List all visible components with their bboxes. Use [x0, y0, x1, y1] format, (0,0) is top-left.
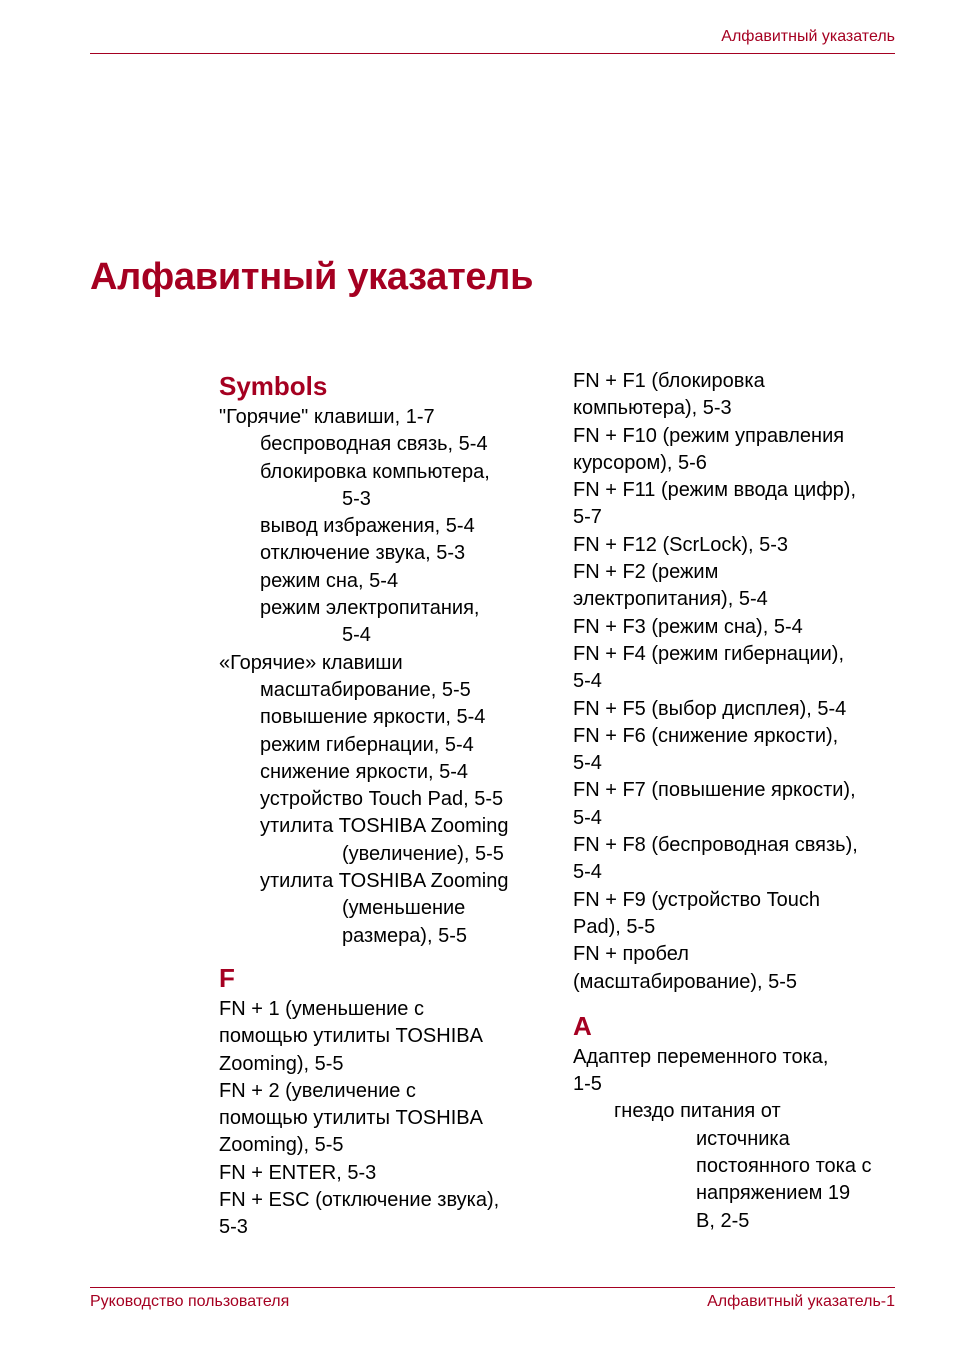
index-entry: «Горячие» клавиши: [219, 651, 403, 674]
index-entry: FN + F7 (повышение яркости),: [573, 779, 856, 802]
index-entry: "Горячие" клавиши, 1-7: [219, 406, 435, 428]
index-subentry: вывод избражения, 5-4: [260, 515, 475, 538]
index-subentry-continuation: постоянного тока с: [696, 1155, 872, 1178]
index-entry-continuation: 5-4: [573, 670, 602, 693]
index-subentry: утилита TOSHIBA Zooming: [260, 870, 509, 893]
index-entry: FN + F5 (выбор дисплея), 5-4: [573, 697, 847, 720]
index-section-f-continued: [573, 368, 903, 996]
section-heading-symbols: Symbols: [219, 371, 328, 401]
index-section-a: [573, 1008, 903, 1235]
index-subentry-continuation: напряжением 19: [696, 1182, 851, 1205]
index-section-symbols: [219, 368, 549, 950]
index-entry-continuation: Zooming), 5-5: [219, 1134, 344, 1157]
index-entry: FN + F12 (ScrLock), 5-3: [573, 533, 789, 556]
index-subentry-continuation: (увеличение), 5-5: [342, 842, 504, 865]
index-subentry: гнездо питания от: [614, 1100, 781, 1123]
index-entry: FN + F3 (режим сна), 5-4: [573, 615, 803, 638]
index-subentry: блокировка компьютера,: [260, 460, 490, 483]
index-entry: FN + ENTER, 5-3: [219, 1161, 377, 1184]
index-subentry: устройство Touch Pad, 5-5: [260, 788, 504, 811]
index-subentry-continuation: В, 2-5: [696, 1209, 750, 1232]
index-subentry: отключение звука, 5-3: [260, 542, 466, 565]
index-entry: FN + F8 (беспроводная связь),: [573, 834, 858, 857]
index-subentry: беспроводная связь, 5-4: [260, 433, 488, 456]
index-subentry: повышение яркости, 5-4: [260, 706, 486, 729]
index-entry: FN + F10 (режим управления: [573, 424, 845, 447]
index-entry-continuation: 5-3: [219, 1216, 248, 1239]
index-entry-continuation: помощью утилиты TOSHIBA: [219, 1025, 483, 1048]
index-entry: FN + 1 (уменьшение с: [219, 997, 424, 1020]
index-entry: Адаптер переменного тока,: [573, 1045, 829, 1068]
index-entry: FN + 2 (увеличение с: [219, 1079, 416, 1102]
index-section-f: [219, 960, 549, 1242]
index-entry-continuation: 5-7: [573, 506, 602, 529]
index-subentry: режим гибернации, 5-4: [260, 733, 474, 756]
index-column-left: [219, 368, 549, 1246]
index-entry: FN + F11 (режим ввода цифр),: [573, 479, 857, 502]
index-entry-continuation: электропитания), 5-4: [573, 588, 768, 611]
index-subentry-continuation: источника: [696, 1127, 790, 1150]
index-entry: FN + ESC (отключение звука),: [219, 1189, 500, 1212]
index-entry-continuation: (масштабирование), 5-5: [573, 970, 798, 993]
index-entry: FN + пробел: [573, 943, 689, 966]
index-subentry: масштабирование, 5-5: [260, 678, 471, 701]
header-rule: [90, 53, 895, 54]
footer-page-number: Алфавитный указатель-1: [707, 1293, 895, 1310]
index-entry-continuation: компьютера), 5-3: [573, 397, 732, 420]
page-title: Алфавитный указатель: [90, 256, 534, 298]
index-subentry: снижение яркости, 5-4: [260, 760, 469, 783]
section-heading-f: F: [219, 962, 235, 993]
index-entry: FN + F2 (режим: [573, 561, 719, 584]
index-subentry-continuation: (уменьшение: [342, 897, 466, 920]
index-entry: FN + F1 (блокировка: [573, 370, 765, 392]
running-header: Алфавитный указатель: [721, 28, 895, 45]
index-entry-continuation: помощью утилиты TOSHIBA: [219, 1107, 483, 1130]
index-subentry: утилита TOSHIBA Zooming: [260, 815, 509, 838]
index-entry-continuation: 1-5: [573, 1073, 602, 1096]
index-subentry-continuation: 5-4: [342, 624, 371, 647]
footer-manual-title: Руководство пользователя: [90, 1293, 290, 1310]
index-subentry-continuation: размера), 5-5: [342, 924, 467, 947]
index-subentry: режим электропитания,: [260, 597, 480, 620]
index-entry-continuation: 5-4: [573, 752, 602, 775]
index-subentry: режим сна, 5-4: [260, 569, 399, 592]
index-subentry-continuation: 5-3: [342, 487, 371, 510]
section-heading-a: A: [573, 1010, 592, 1041]
footer-rule: [90, 1287, 895, 1288]
index-entry: FN + F6 (снижение яркости),: [573, 724, 839, 747]
index-entry: FN + F9 (устройство Touch: [573, 888, 820, 911]
index-entry-continuation: курсором), 5-6: [573, 451, 707, 474]
index-entry-continuation: 5-4: [573, 806, 602, 829]
index-column-right: [573, 368, 903, 1239]
index-entry-continuation: 5-4: [573, 861, 602, 884]
index-entry: FN + F4 (режим гибернации),: [573, 642, 845, 665]
index-entry-continuation: Zooming), 5-5: [219, 1052, 344, 1075]
index-entry-continuation: Pad), 5-5: [573, 915, 656, 938]
